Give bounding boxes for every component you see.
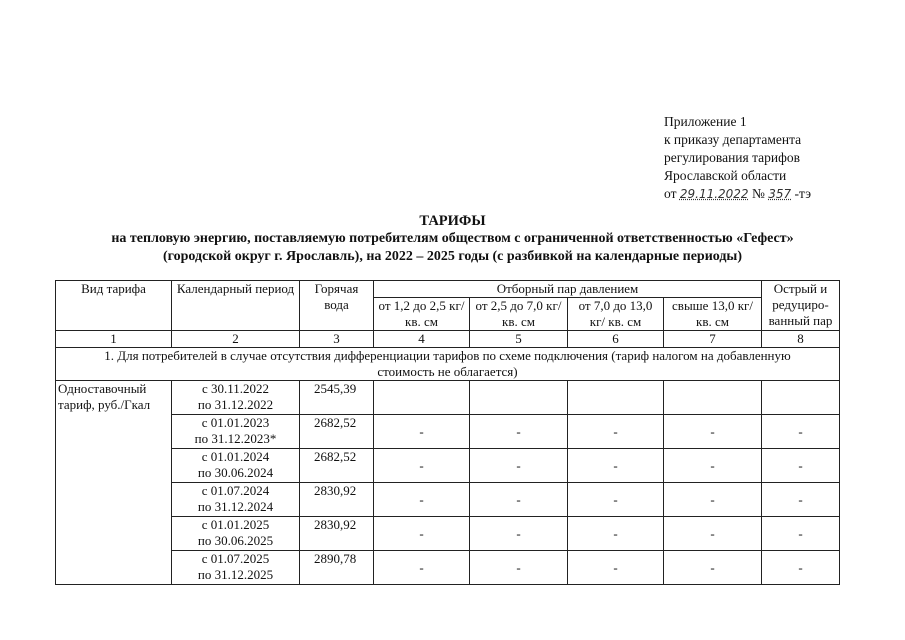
value-cell <box>470 381 568 415</box>
annex-order-line <box>664 185 811 203</box>
period-cell <box>172 415 300 449</box>
period-from: с 30.11.2022 <box>201 381 270 396</box>
annex-line-2: к приказу департамента <box>664 132 802 147</box>
hot-water-value: 2830,92 <box>300 517 374 551</box>
value-cell: - <box>374 551 470 585</box>
value-cell: - <box>762 449 840 483</box>
header-steam-col-3: от 7,0 до 13,0 кг/ кв. см <box>568 298 664 331</box>
period-cell <box>172 517 300 551</box>
period-from: с 01.07.2025 <box>201 551 270 566</box>
hot-water-value: 2682,52 <box>300 415 374 449</box>
value-cell: - <box>664 449 762 483</box>
col-number: 3 <box>300 331 374 348</box>
period-to: по 30.06.2025 <box>197 533 274 548</box>
value-cell: - <box>568 449 664 483</box>
period-cell <box>172 381 300 415</box>
col-number: 2 <box>172 331 300 348</box>
annex-line-3: регулирования тарифов <box>664 150 801 165</box>
value-cell: - <box>568 415 664 449</box>
period-from: с 01.01.2023 <box>201 415 270 430</box>
value-cell: - <box>664 517 762 551</box>
value-cell: - <box>762 415 840 449</box>
title-main: ТАРИФЫ <box>419 213 486 229</box>
value-cell <box>664 381 762 415</box>
annex-suffix: -тэ <box>794 186 812 201</box>
value-cell <box>762 381 840 415</box>
header-steam-col-4: свыше 13,0 кг/ кв. см <box>664 298 762 331</box>
value-cell: - <box>470 449 568 483</box>
value-cell: - <box>470 483 568 517</box>
col-number: 4 <box>374 331 470 348</box>
value-cell: - <box>664 415 762 449</box>
period-cell <box>172 483 300 517</box>
table-row <box>56 381 840 415</box>
tariff-table <box>55 280 840 585</box>
value-cell: - <box>664 551 762 585</box>
value-cell: - <box>664 483 762 517</box>
header-sharp-steam: Острый и редуциро-ванный пар <box>762 281 840 331</box>
value-cell <box>568 381 664 415</box>
table-row <box>56 483 840 517</box>
annex-number-label: № <box>751 186 765 201</box>
hot-water-value: 2830,92 <box>300 483 374 517</box>
hot-water-value: 2545,39 <box>300 381 374 415</box>
period-to: по 30.06.2024 <box>197 465 274 480</box>
value-cell: - <box>568 517 664 551</box>
hot-water-value: 2682,52 <box>300 449 374 483</box>
header-tariff-type: Вид тарифа <box>56 281 172 331</box>
table-row <box>56 415 840 449</box>
period-to: по 31.12.2022 <box>197 397 274 412</box>
annex-line-1: Приложение 1 <box>664 114 747 129</box>
header-hot-water: Горячая вода <box>300 281 374 331</box>
header-steam-col-2: от 2,5 до 7,0 кг/ кв. см <box>470 298 568 331</box>
period-to: по 31.12.2025 <box>197 567 274 582</box>
period-from: с 01.01.2025 <box>201 517 270 532</box>
period-to: по 31.12.2024 <box>197 499 274 514</box>
col-number: 7 <box>664 331 762 348</box>
value-cell: - <box>374 517 470 551</box>
value-cell: - <box>568 483 664 517</box>
annex-block <box>664 113 811 203</box>
section-heading: 1. Для потребителей в случае отсутствия дифференциации тарифов по схеме подключения (тариф налогом на добавленную стоимость не облагается) <box>56 348 840 381</box>
annex-date: 29.11.2022 <box>679 187 749 201</box>
tariff-name: Одноставочный тариф, руб./Гкал <box>56 381 172 585</box>
title-line-2: на тепловую энергию, поставляемую потребителям обществом с ограниченной ответственностью «Гефест» <box>111 231 794 246</box>
table-row <box>56 449 840 483</box>
annex-line-4: Ярославской области <box>664 168 787 183</box>
period-from: с 01.01.2024 <box>201 449 270 464</box>
col-number: 8 <box>762 331 840 348</box>
title-line-3: (городской округ г. Ярославль), на 2022 – 2025 годы (с разбивкой на календарные периоды) <box>162 249 743 264</box>
value-cell: - <box>470 551 568 585</box>
period-to: по 31.12.2023* <box>194 431 277 446</box>
value-cell: - <box>762 517 840 551</box>
period-cell <box>172 551 300 585</box>
value-cell: - <box>374 483 470 517</box>
hot-water-value: 2890,78 <box>300 551 374 585</box>
value-cell: - <box>762 483 840 517</box>
col-number: 6 <box>568 331 664 348</box>
header-period: Календарный период <box>172 281 300 331</box>
table-row <box>56 517 840 551</box>
annex-from-label: от <box>664 186 677 201</box>
value-cell: - <box>470 517 568 551</box>
value-cell <box>374 381 470 415</box>
document-title <box>0 212 905 266</box>
period-from: с 01.07.2024 <box>201 483 270 498</box>
value-cell: - <box>762 551 840 585</box>
value-cell: - <box>470 415 568 449</box>
header-steam-col-1: от 1,2 до 2,5 кг/ кв. см <box>374 298 470 331</box>
header-steam: Отборный пар давлением <box>374 281 762 298</box>
period-cell <box>172 449 300 483</box>
table-row <box>56 551 840 585</box>
annex-number: 357 <box>768 187 792 201</box>
value-cell: - <box>374 415 470 449</box>
value-cell: - <box>568 551 664 585</box>
col-number: 1 <box>56 331 172 348</box>
col-number: 5 <box>470 331 568 348</box>
value-cell: - <box>374 449 470 483</box>
